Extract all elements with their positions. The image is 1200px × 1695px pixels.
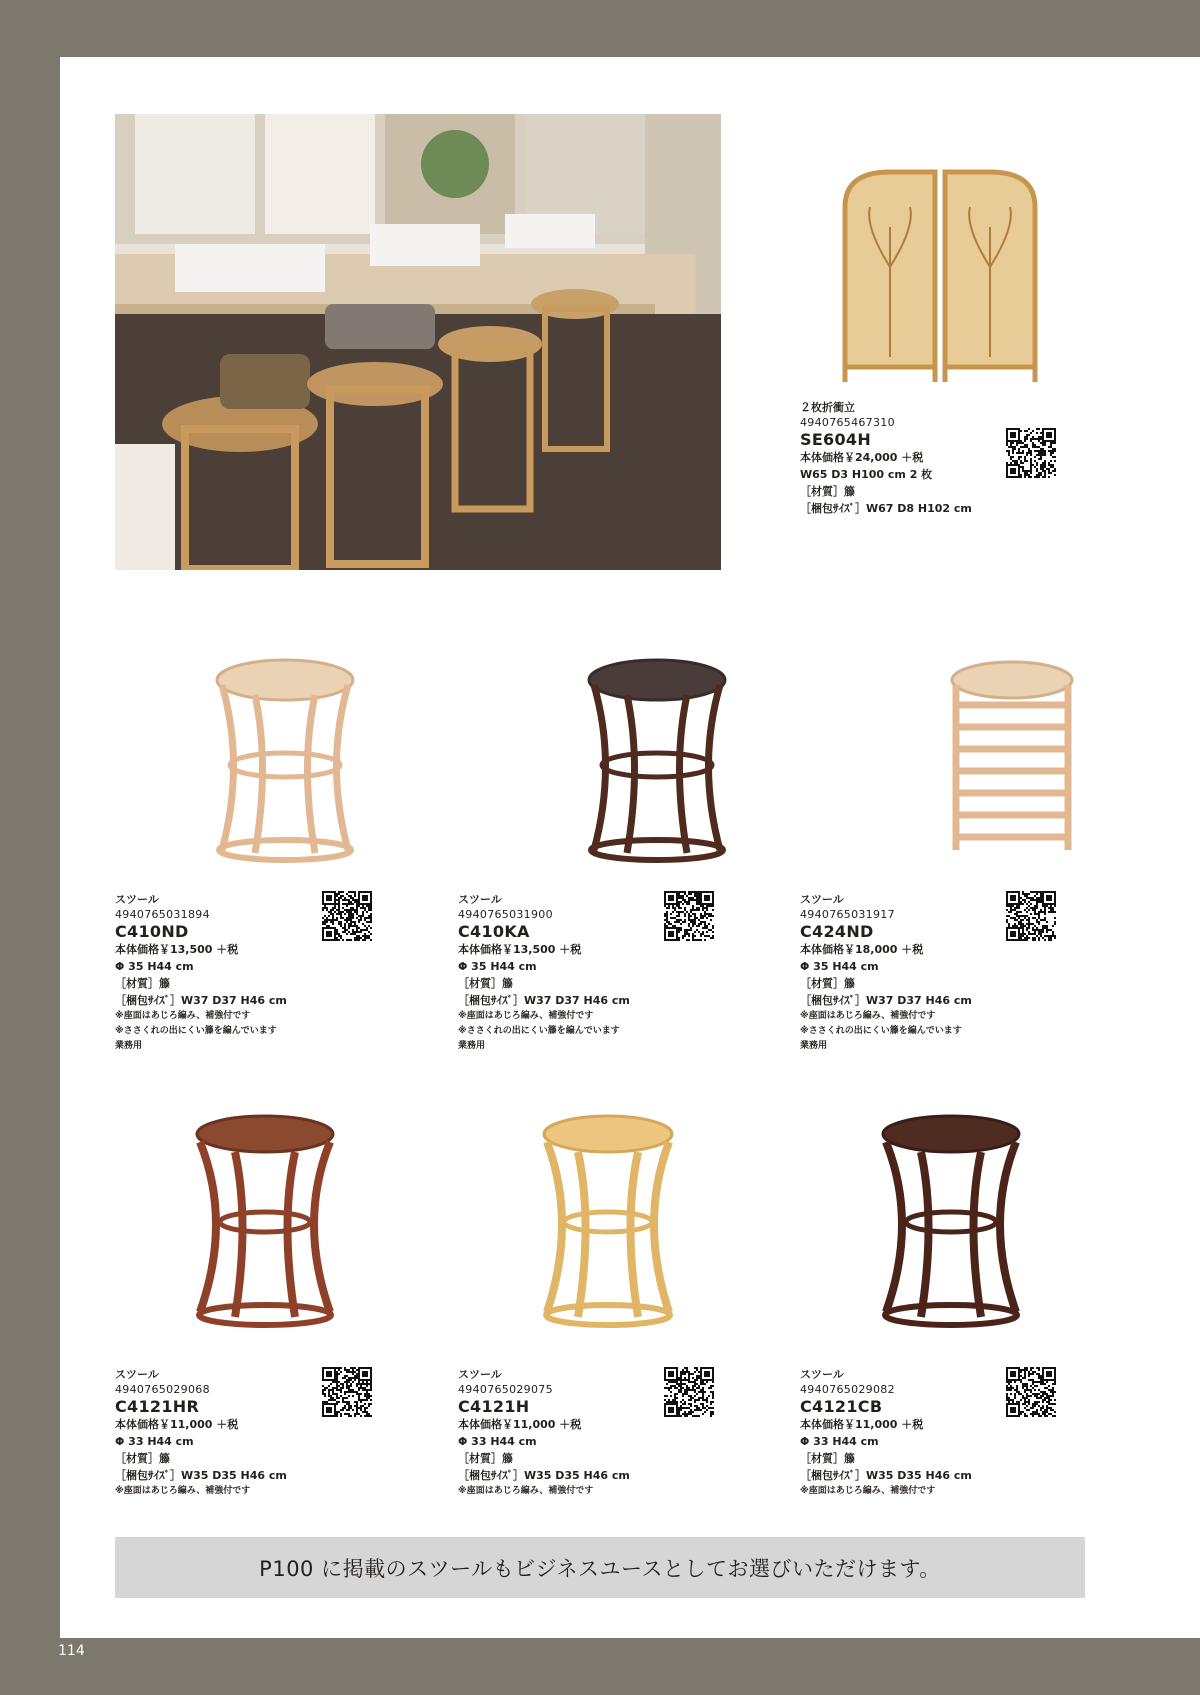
product-material: ［材質］籐	[115, 1452, 170, 1465]
product-note: ※座面はあじろ編み、補強付です	[458, 1486, 594, 1496]
product-category: ２枚折衝立	[800, 401, 855, 414]
product-category: スツール	[115, 1368, 159, 1381]
qr-code-icon[interactable]	[1006, 891, 1056, 941]
product-code: C424ND	[800, 922, 874, 941]
business-use-banner: P100 に掲載のスツールもビジネスユースとしてお選びいただけます。	[115, 1537, 1085, 1598]
product-material: ［材質］籐	[800, 977, 855, 990]
product-size: Φ 33 H44 cm	[115, 1435, 194, 1448]
product-package: ［梱包ｻｲｽﾞ］W67 D8 H102 cm	[800, 502, 972, 515]
product-code: C4121HR	[115, 1397, 200, 1416]
product-size: Φ 35 H44 cm	[800, 960, 879, 973]
product-category: スツール	[115, 893, 159, 906]
product-price: 本体価格￥11,000 ＋税	[115, 1418, 239, 1431]
product-note: ※座面はあじろ編み、補強付です	[800, 1011, 936, 1021]
product-note: ※座面はあじろ編み、補強付です	[458, 1011, 594, 1021]
product-code: C410KA	[458, 922, 530, 941]
product-size: Φ 33 H44 cm	[800, 1435, 879, 1448]
product-note: 業務用	[800, 1041, 828, 1051]
product-code: C4121H	[458, 1397, 530, 1416]
product-code: SE604H	[800, 430, 872, 449]
product-note: ※ささくれの出にくい籐を編んでいます	[458, 1026, 620, 1036]
stool-c410ka-image	[572, 655, 742, 869]
qr-code-icon[interactable]	[664, 891, 714, 941]
product-price: 本体価格￥18,000 ＋税	[800, 943, 924, 956]
product-size: Φ 35 H44 cm	[115, 960, 194, 973]
catalog-page	[60, 57, 1200, 1638]
stool-c4121h-image	[533, 1112, 683, 1336]
product-price: 本体価格￥24,000 ＋税	[800, 451, 924, 464]
product-category: スツール	[458, 893, 502, 906]
page-number: 114	[58, 1643, 85, 1659]
product-note: ※ささくれの出にくい籐を編んでいます	[115, 1026, 277, 1036]
product-material: ［材質］籐	[458, 977, 513, 990]
product-size: W65 D3 H100 cm 2 枚	[800, 468, 933, 481]
stool-c4121cb-image	[876, 1112, 1026, 1336]
product-material: ［材質］籐	[800, 485, 855, 498]
product-jan: 4940765031900	[458, 908, 553, 921]
product-jan: 4940765029068	[115, 1383, 210, 1396]
product-note: ※座面はあじろ編み、補強付です	[800, 1486, 936, 1496]
product-material: ［材質］籐	[800, 1452, 855, 1465]
washroom-lifestyle-photo	[115, 114, 721, 570]
stool-c4121hr-image	[190, 1112, 340, 1336]
stool-c424nd-image	[942, 655, 1082, 869]
product-jan: 4940765029075	[458, 1383, 553, 1396]
product-note: ※座面はあじろ編み、補強付です	[115, 1486, 251, 1496]
product-note: ※座面はあじろ編み、補強付です	[115, 1011, 251, 1021]
product-price: 本体価格￥11,000 ＋税	[458, 1418, 582, 1431]
product-note: ※ささくれの出にくい籐を編んでいます	[800, 1026, 962, 1036]
product-size: Φ 33 H44 cm	[458, 1435, 537, 1448]
qr-code-icon[interactable]	[1006, 1367, 1056, 1417]
qr-code-icon[interactable]	[322, 1367, 372, 1417]
product-category: スツール	[458, 1368, 502, 1381]
qr-code-icon[interactable]	[322, 891, 372, 941]
product-note: 業務用	[115, 1041, 143, 1051]
product-code: C4121CB	[800, 1397, 883, 1416]
folding-screen-image	[840, 167, 1050, 391]
product-package: ［梱包ｻｲｽﾞ］W35 D35 H46 cm	[115, 1469, 287, 1482]
product-package: ［梱包ｻｲｽﾞ］W35 D35 H46 cm	[800, 1469, 972, 1482]
product-price: 本体価格￥13,500 ＋税	[115, 943, 239, 956]
product-package: ［梱包ｻｲｽﾞ］W35 D35 H46 cm	[458, 1469, 630, 1482]
product-category: スツール	[800, 1368, 844, 1381]
product-jan: 4940765031917	[800, 908, 895, 921]
qr-code-icon[interactable]	[1006, 428, 1056, 478]
product-price: 本体価格￥11,000 ＋税	[800, 1418, 924, 1431]
product-code: C410ND	[115, 922, 189, 941]
product-jan: 4940765029082	[800, 1383, 895, 1396]
product-size: Φ 35 H44 cm	[458, 960, 537, 973]
product-material: ［材質］籐	[458, 1452, 513, 1465]
product-price: 本体価格￥13,500 ＋税	[458, 943, 582, 956]
stool-c410nd-image	[200, 655, 370, 869]
product-package: ［梱包ｻｲｽﾞ］W37 D37 H46 cm	[458, 994, 630, 1007]
product-category: スツール	[800, 893, 844, 906]
product-note: 業務用	[458, 1041, 486, 1051]
qr-code-icon[interactable]	[664, 1367, 714, 1417]
product-jan: 4940765031894	[115, 908, 210, 921]
product-package: ［梱包ｻｲｽﾞ］W37 D37 H46 cm	[800, 994, 972, 1007]
product-package: ［梱包ｻｲｽﾞ］W37 D37 H46 cm	[115, 994, 287, 1007]
product-material: ［材質］籐	[115, 977, 170, 990]
product-jan: 4940765467310	[800, 416, 895, 429]
